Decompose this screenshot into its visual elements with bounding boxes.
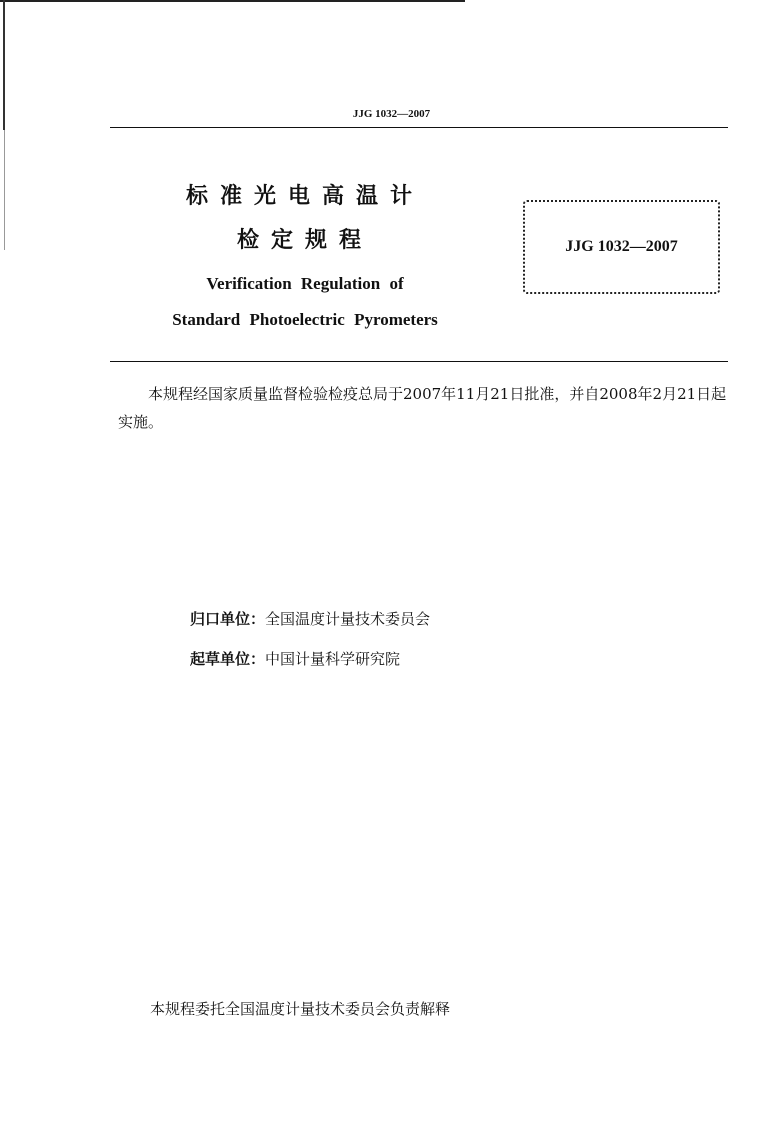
drafting-unit [190,648,400,669]
code-box [523,200,720,294]
responsible-unit-value: 全国温度计量技术委员会 [265,610,431,628]
responsible-unit-label: 归口单位： [190,610,266,628]
title-en-line2: Standard Photoelectric Pyrometers [172,310,438,329]
title-rule [110,361,728,362]
interpretation-note: 本规程委托全国温度计量技术委员会负责解释 [150,1000,451,1018]
title-cn-line1: 标准光电高温计 [185,184,424,209]
header-rule [110,127,728,128]
responsible-unit [190,608,430,629]
drafting-unit-label: 起草单位： [190,650,266,668]
approval-text: 本规程经国家质量监督检验检疫总局于2007年11月21日批准，并自2008年2月21日起实施。 [118,385,727,431]
scan-edge-top [0,0,465,2]
code-box-text: JJG 1032—2007 [565,238,678,255]
header-code: JJG 1032—2007 [352,108,431,120]
drafting-unit-value: 中国计量科学研究院 [265,650,401,668]
title-cn-line2: 检定规程 [236,228,373,253]
title-en-line1: Verification Regulation of [206,274,404,293]
scan-edge-left-faint [4,130,5,250]
